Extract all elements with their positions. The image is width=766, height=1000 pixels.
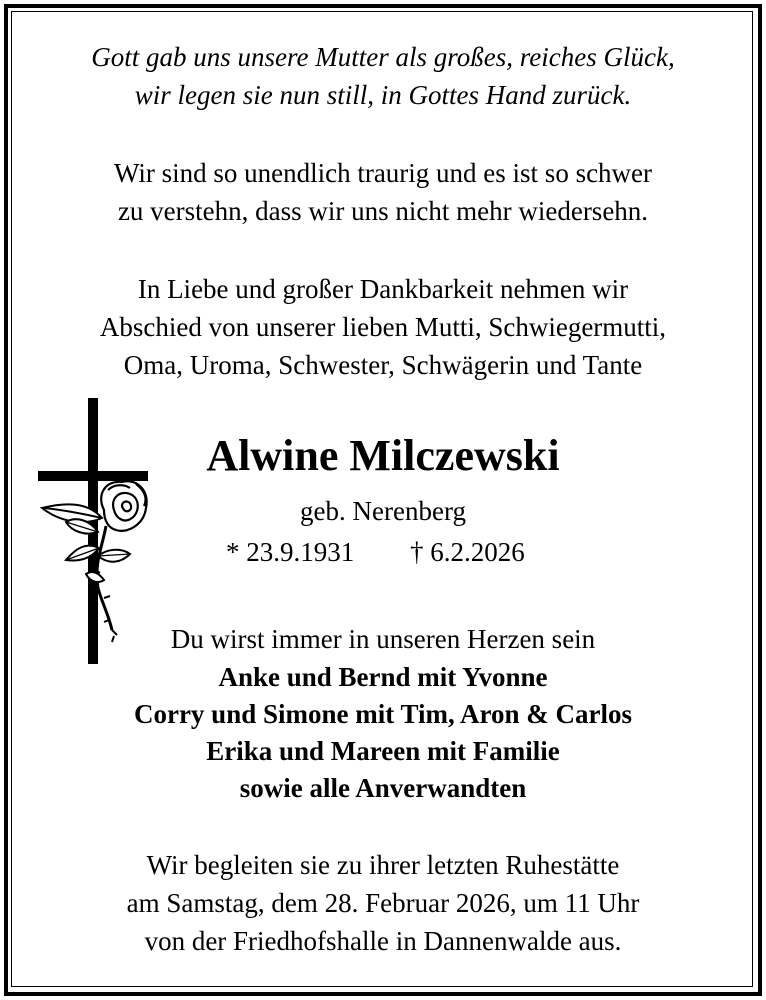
verse-line-2: wir legen sie nun still, in Gottes Hand zurück. [134,80,632,110]
grief-line-1: Wir sind so unendlich traurig und es ist so schwer [113,158,653,188]
funeral-line-2: am Samstag, dem 28. Februar 2026, um 11 Uhr [126,888,640,918]
mourner-line-1: Anke und Bernd mit Yvonne [218,662,548,692]
deceased-name: Alwine Milczewski [206,431,560,480]
farewell-line-2: Abschied von unserer lieben Mutti, Schwiegermutti, [99,312,667,342]
birth-date: * 23.9.1931 [226,537,355,567]
farewell-line-1: In Liebe und großer Dankbarkeit nehmen wir [137,274,629,304]
death-date: † 6.2.2026 [410,537,525,567]
farewell-line-3: Oma, Uroma, Schwester, Schwägerin und Tante [123,350,643,380]
maiden-name: geb. Nerenberg [300,496,466,526]
grief-line-2: zu verstehn, dass wir uns nicht mehr wiedersehn. [117,196,649,226]
mourner-line-4: sowie alle Anverwandten [239,773,527,803]
funeral-line-1: Wir begleiten sie zu ihrer letzten Ruhestätte [146,850,620,880]
funeral-line-3: von der Friedhofshalle in Dannenwalde aus. [144,926,622,956]
tribute-line: Du wirst immer in unseren Herzen sein [170,624,596,654]
mourner-line-2: Corry und Simone mit Tim, Aron & Carlos [133,699,633,729]
mourner-line-3: Erika und Mareen mit Familie [206,736,560,766]
verse-line-1: Gott gab uns unsere Mutter als großes, reiches Glück, [91,42,675,72]
